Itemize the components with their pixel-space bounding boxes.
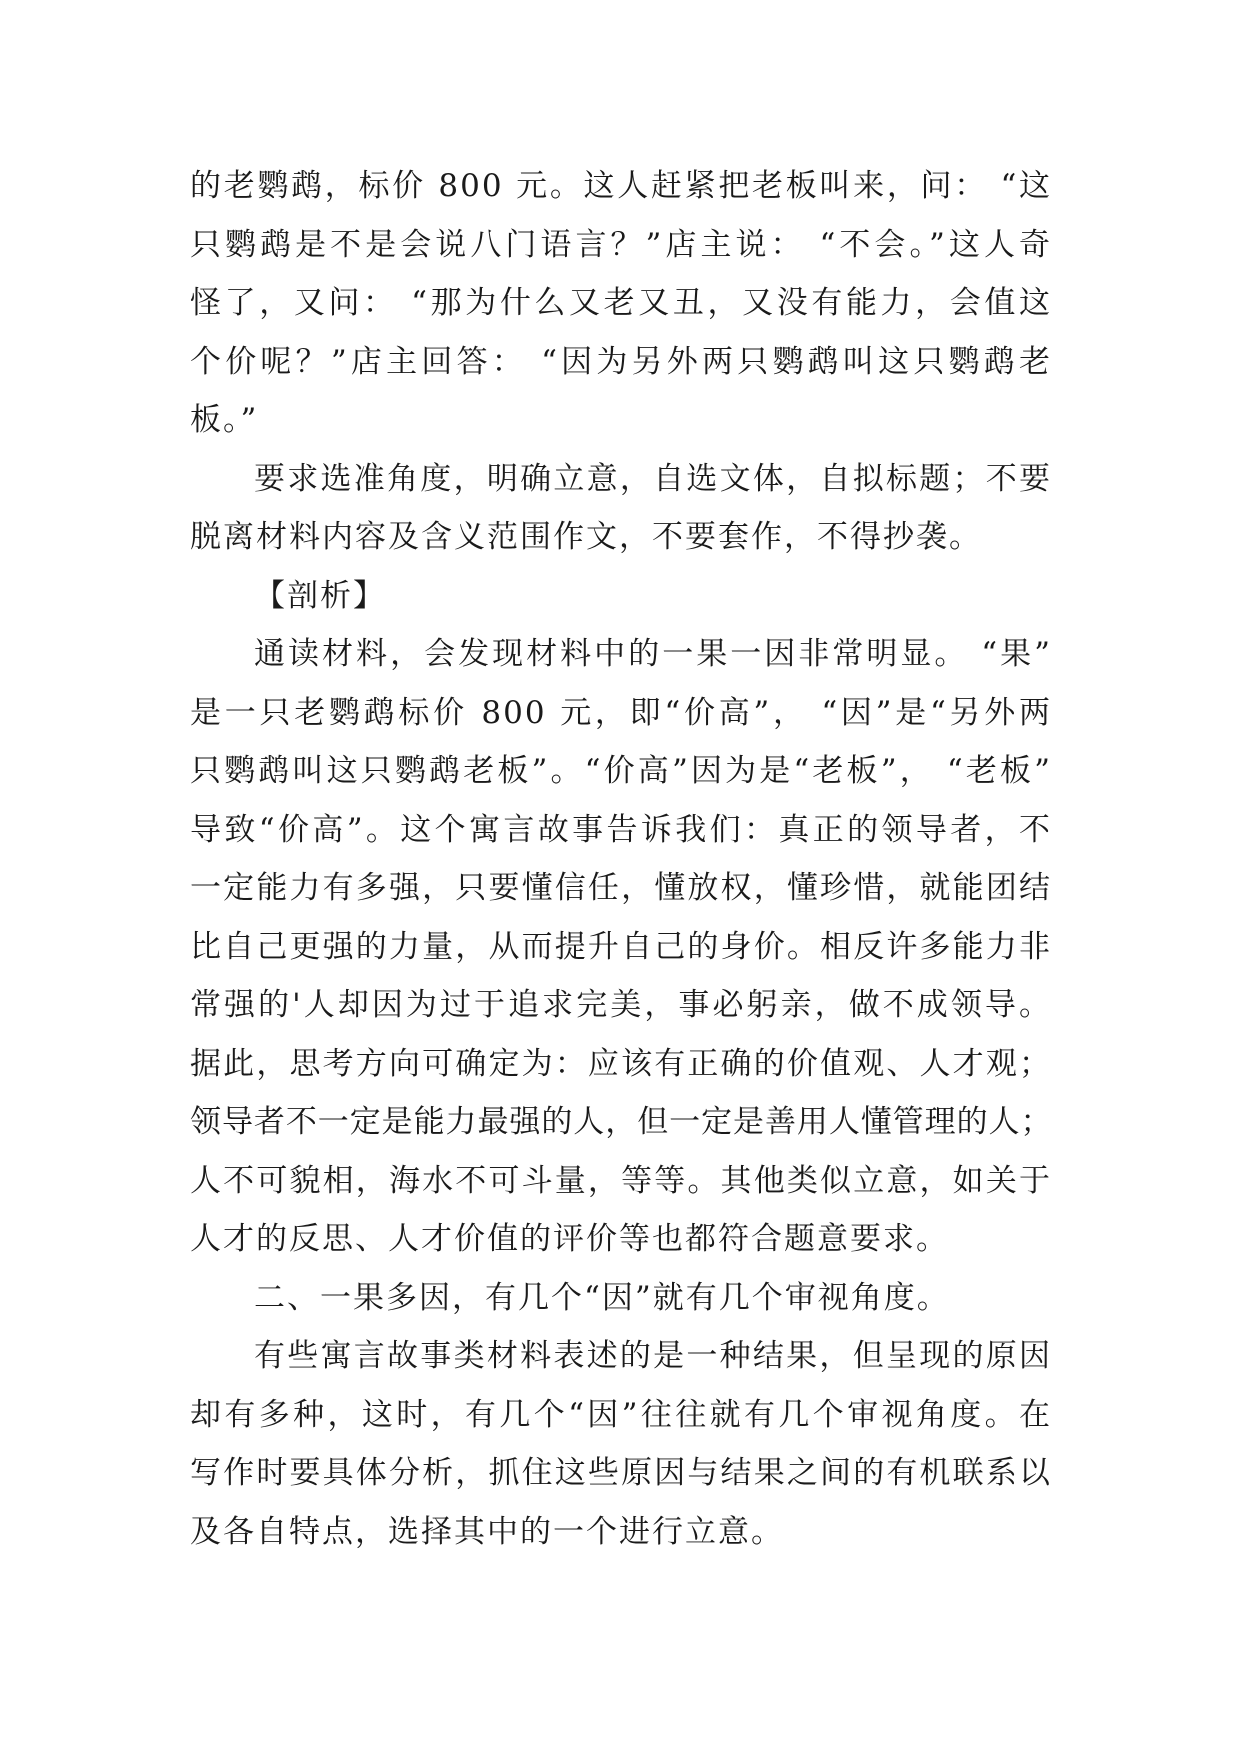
text-line: 导致“价高”。这个寓言故事告诉我们：真正的领导者，不: [190, 811, 1052, 848]
text-line: 通读材料，会发现材料中的一果一因非常明显。 “果”: [254, 636, 1052, 672]
text-line: 只鹦鹉叫这只鹦鹉老板”。“价高”因为是“老板”， “老板”: [190, 753, 1052, 789]
text-line: 是一只老鹦鹉标价 800 元，即“价高”， “因”是“另外两: [190, 694, 1052, 731]
body-text: [190, 157, 1052, 1561]
text-line: 一定能力有多强，只要懂信任，懂放权，懂珍惜，就能团结: [190, 870, 1052, 906]
text-line: 怪了，又问： “那为什么又老又丑，又没有能力，会值这: [190, 285, 1052, 321]
text-line: 常强的'人却因为过于追求完美，事必躬亲，做不成领导。: [190, 987, 1052, 1023]
text-line: 的老鹦鹉，标价 800 元。这人赶紧把老板叫来，问： “这: [190, 168, 1052, 204]
text-line: 板。”: [190, 402, 259, 438]
text-line: 个价呢？”店主回答： “因为另外两只鹦鹉叫这只鹦鹉老: [190, 343, 1052, 380]
text-line: 据此，思考方向可确定为：应该有正确的价值观、人才观；: [190, 1045, 1052, 1082]
text-line: 人不可貌相，海水不可斗量，等等。其他类似立意，如关于: [190, 1162, 1052, 1199]
text-line: 及各自特点，选择其中的一个进行立意。: [190, 1513, 784, 1550]
text-line: 写作时要具体分析，抓住这些原因与结果之间的有机联系以: [190, 1455, 1052, 1491]
text-line: 只鹦鹉是不是会说八门语言？”店主说： “不会。”这人奇: [190, 226, 1052, 263]
text-line: 人才的反思、人才价值的评价等也都符合题意要求。: [190, 1221, 949, 1257]
text-line: 二、一果多因，有几个“因”就有几个审视角度。: [254, 1279, 950, 1316]
text-line: 比自己更强的力量，从而提升自己的身价。相反许多能力非: [190, 928, 1052, 965]
text-line: 有些寓言故事类材料表述的是一种结果，但呈现的原因: [254, 1338, 1052, 1374]
text-line: 却有多种，这时，有几个“因”往往就有几个审视角度。在: [190, 1396, 1052, 1433]
text-line: 脱离材料内容及含义范围作文，不要套作，不得抄袭。: [190, 519, 982, 555]
text-line: 领导者不一定是能力最强的人，但一定是善用人懂管理的人；: [190, 1104, 1052, 1140]
text-line: 【剖析】: [254, 577, 386, 614]
text-line: 要求选准角度，明确立意，自选文体，自拟标题；不要: [254, 460, 1052, 497]
